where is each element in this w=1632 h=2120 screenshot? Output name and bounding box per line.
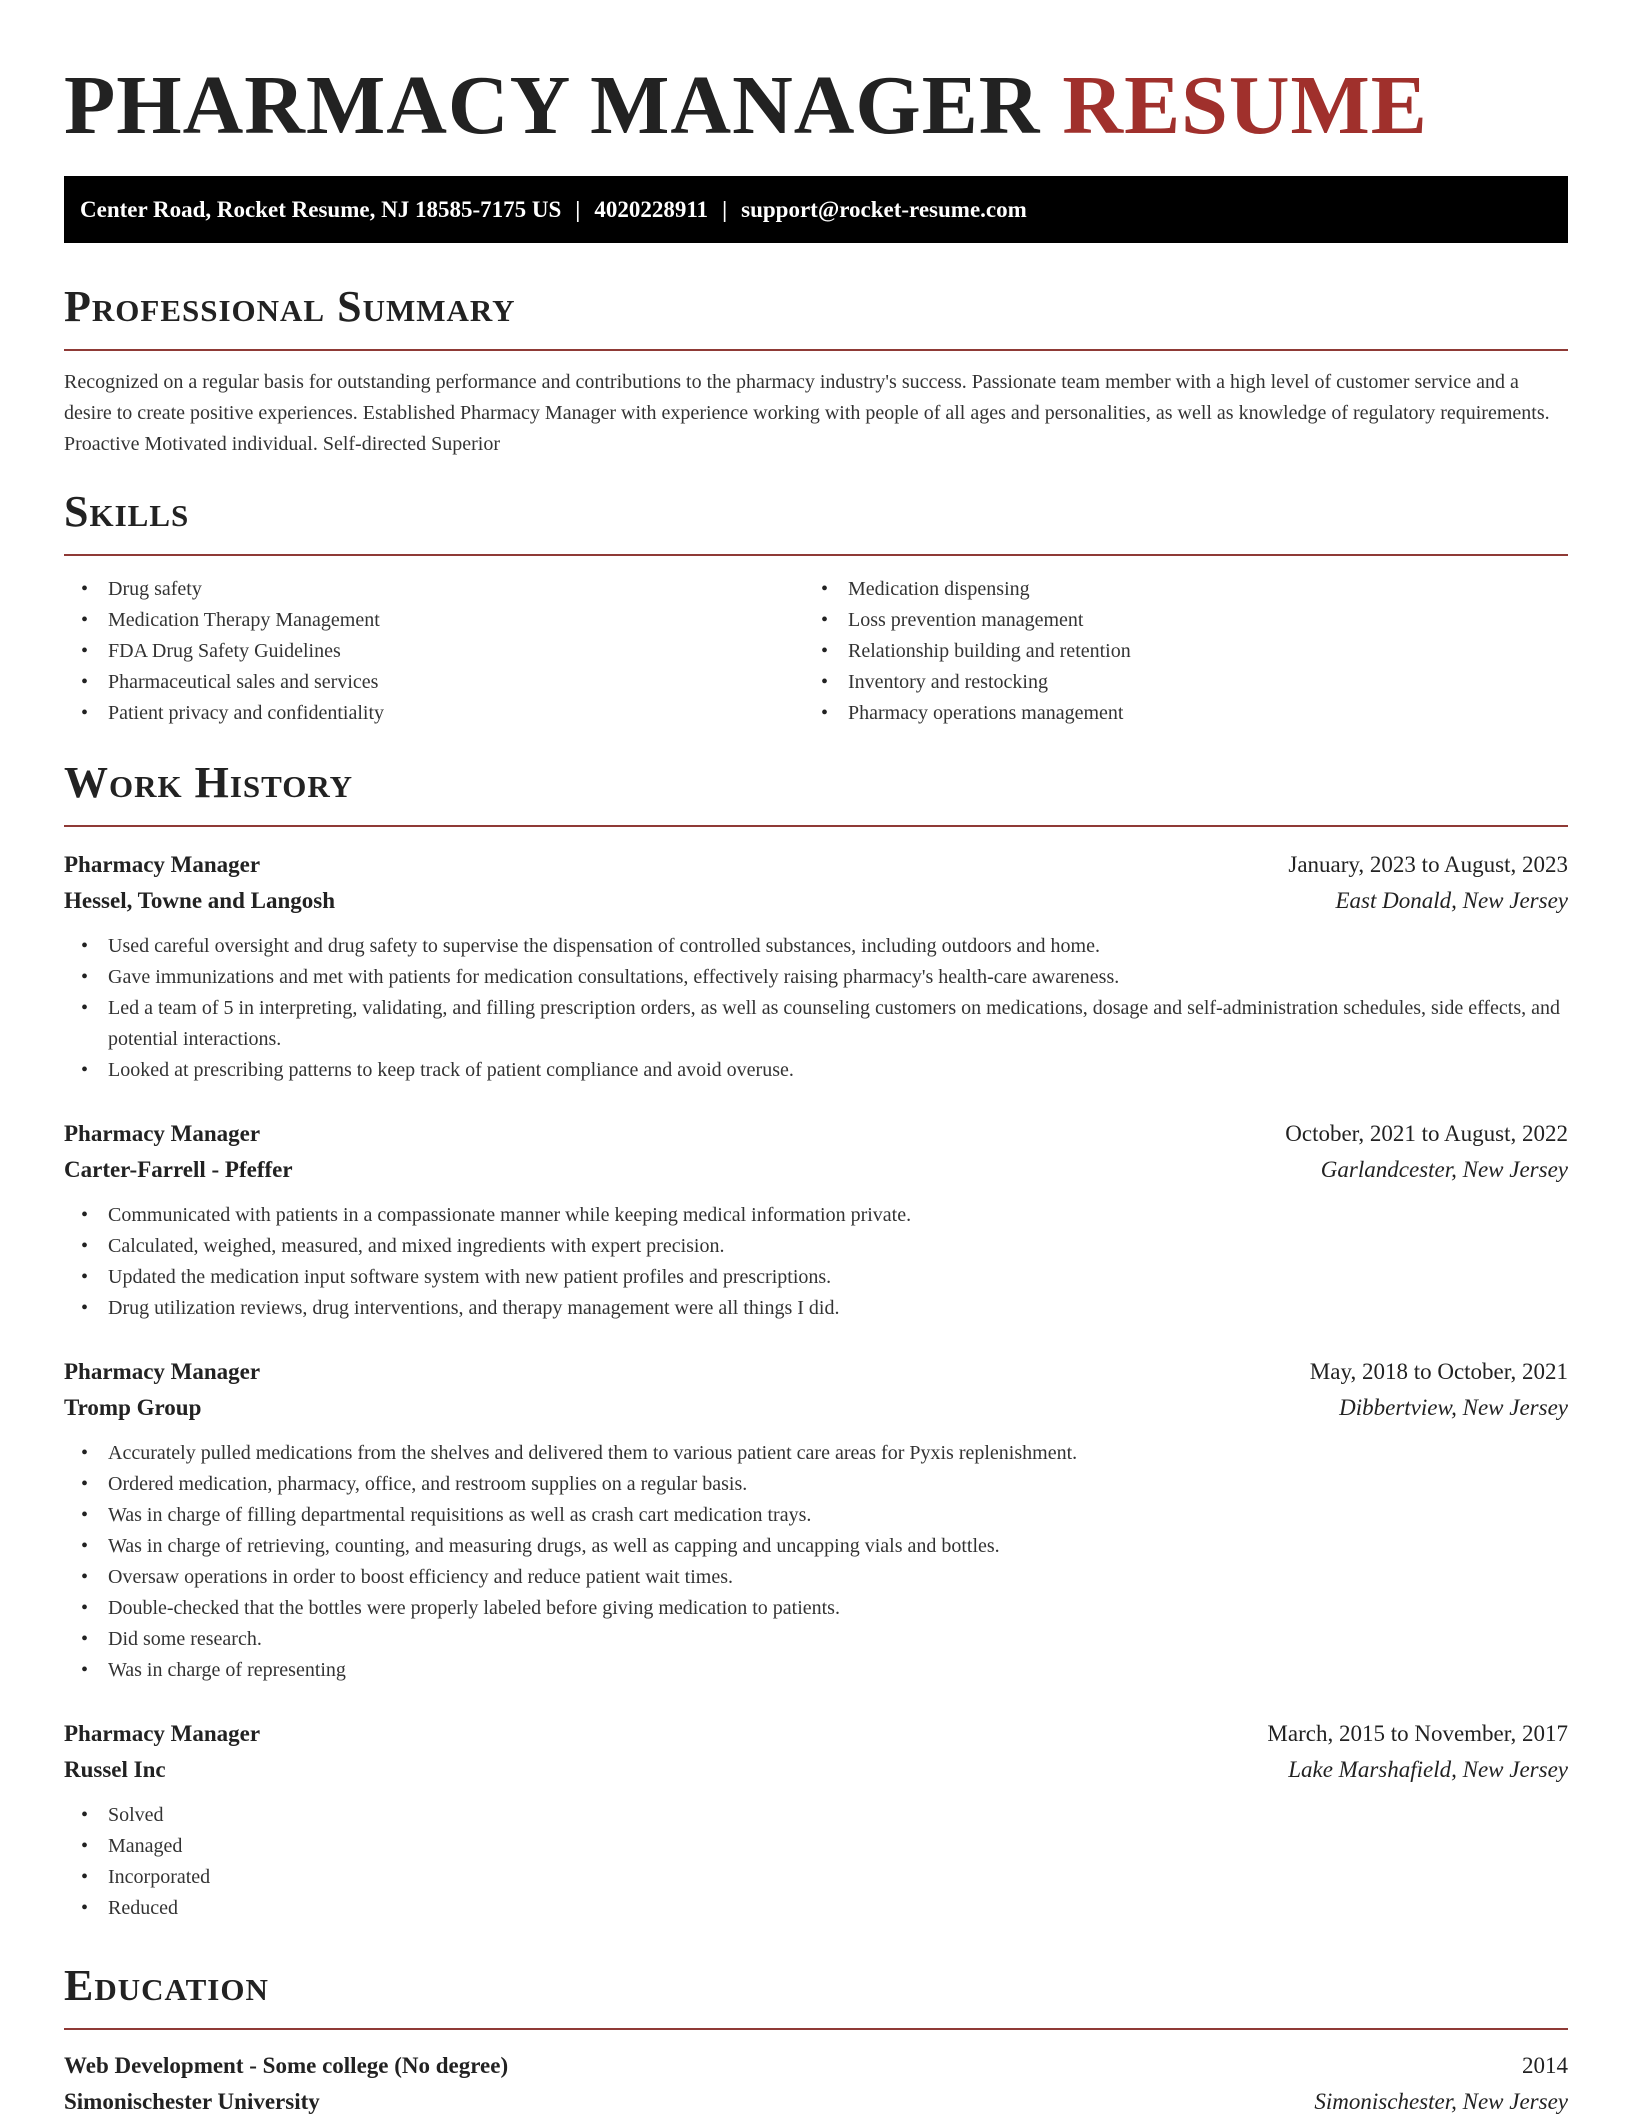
skill-item: • Medication Therapy Management: [64, 605, 804, 636]
job-company-row: [64, 1390, 1568, 1426]
job-bullet: • Ordered medication, pharmacy, office, and restroom supplies on a regular basis.: [64, 1469, 1568, 1500]
education-year: 2014: [1522, 2053, 1568, 2078]
job-bullet: • Gave immunizations and met with patients for medication consultations, effectively raising pharmacy's health-care awareness.: [64, 962, 1568, 993]
job-bullet: • Incorporated: [64, 1862, 1568, 1893]
job-dates: May, 2018 to October, 2021: [1309, 1359, 1568, 1384]
resume-title: [64, 58, 1568, 154]
job-location: Dibbertview, New Jersey: [1339, 1395, 1568, 1420]
job-header-row: [64, 1354, 1568, 1390]
job-dates: January, 2023 to August, 2023: [1288, 852, 1568, 877]
job-bullets: [64, 931, 1568, 1086]
work-history-section: [64, 755, 1568, 1924]
job-bullet: • Oversaw operations in order to boost efficiency and reduce patient wait times.: [64, 1562, 1568, 1593]
skill-item: • Relationship building and retention: [804, 636, 1544, 667]
job-bullet: • Was in charge of filling departmental requisitions as well as crash cart medication trays.: [64, 1500, 1568, 1531]
skill-item: • Inventory and restocking: [804, 667, 1544, 698]
contact-email[interactable]: support@rocket-resume.com: [741, 197, 1027, 222]
skill-item: • Medication dispensing: [804, 574, 1544, 605]
job-entry: [64, 1716, 1568, 1924]
job-bullet: • Accurately pulled medications from the shelves and delivered them to various patient care areas for Pyxis replenishment.: [64, 1438, 1568, 1469]
job-company: Hessel, Towne and Langosh: [64, 888, 335, 913]
job-bullet: • Communicated with patients in a compassionate manner while keeping medical information private.: [64, 1200, 1568, 1231]
skill-item: • Loss prevention management: [804, 605, 1544, 636]
education-school-row: [64, 2084, 1568, 2120]
job-title: Pharmacy Manager: [64, 1121, 261, 1146]
resume-page: [64, 0, 1568, 2120]
job-bullet: • Used careful oversight and drug safety to supervise the dispensation of controlled substances, including outdoors and home.: [64, 931, 1568, 962]
job-dates: March, 2015 to November, 2017: [1267, 1721, 1568, 1746]
education-header-row: [64, 2048, 1568, 2084]
skills-section: [64, 484, 1568, 729]
job-company-row: [64, 1752, 1568, 1788]
work-history-heading: Work History: [64, 758, 354, 807]
job-title: Pharmacy Manager: [64, 1721, 261, 1746]
summary-heading: Professional Summary: [64, 282, 516, 331]
skills-list-left: [64, 574, 804, 729]
contact-address: Center Road, Rocket Resume, NJ 18585-7175 US: [80, 197, 562, 222]
job-bullet: • Looked at prescribing patterns to keep track of patient compliance and avoid overuse.: [64, 1055, 1568, 1086]
job-entry: [64, 847, 1568, 1086]
skills-grid: [64, 574, 1568, 729]
summary-text: Recognized on a regular basis for outstanding performance and contributions to the pharmacy industry's success. Passionate team member with a high level of customer service and a desire to create positive experiences. Established Pharmacy Manager with experience working with people of all ages and personalities, as well as knowledge of regulatory requirements. Proactive Motivated individual. Self-directed Superior: [64, 371, 1550, 455]
job-company-row: [64, 1152, 1568, 1188]
contact-separator: |: [575, 197, 581, 222]
section-divider: [64, 349, 1568, 351]
job-location: Garlandcester, New Jersey: [1320, 1157, 1568, 1182]
job-bullet: • Solved: [64, 1800, 1568, 1831]
job-location: East Donald, New Jersey: [1335, 888, 1568, 913]
education-location: Simonischester, New Jersey: [1314, 2089, 1568, 2114]
job-bullets: [64, 1200, 1568, 1324]
job-entry: [64, 1354, 1568, 1686]
skill-item: • Patient privacy and confidentiality: [64, 698, 804, 729]
job-bullet: • Was in charge of representing: [64, 1655, 1568, 1686]
skill-item: • Drug safety: [64, 574, 804, 605]
job-company-row: [64, 883, 1568, 919]
job-header-row: [64, 1116, 1568, 1152]
job-title: Pharmacy Manager: [64, 852, 261, 877]
education-entry: [64, 2048, 1568, 2120]
title-main: PHARMACY MANAGER: [64, 59, 1041, 152]
section-divider: [64, 2028, 1568, 2030]
job-bullet: • Did some research.: [64, 1624, 1568, 1655]
job-bullet: • Was in charge of retrieving, counting, and measuring drugs, as well as capping and uncapping vials and bottles.: [64, 1531, 1568, 1562]
job-dates: October, 2021 to August, 2022: [1285, 1121, 1568, 1146]
job-bullet: • Reduced: [64, 1893, 1568, 1924]
job-entry: [64, 1116, 1568, 1324]
education-degree: Web Development - Some college (No degree): [64, 2053, 509, 2078]
skill-item: • Pharmacy operations management: [804, 698, 1544, 729]
contact-bar: [64, 176, 1568, 243]
job-title: Pharmacy Manager: [64, 1359, 261, 1384]
skills-list-right: [804, 574, 1544, 729]
job-header-row: [64, 847, 1568, 883]
title-accent: RESUME: [1062, 59, 1428, 152]
section-divider: [64, 825, 1568, 827]
job-bullets: [64, 1438, 1568, 1686]
education-section: [64, 1958, 1568, 2120]
summary-section: [64, 279, 1568, 460]
job-bullet: • Updated the medication input software system with new patient profiles and prescriptions.: [64, 1262, 1568, 1293]
job-company: Tromp Group: [64, 1395, 202, 1420]
job-bullets: [64, 1800, 1568, 1924]
education-heading: Education: [64, 1961, 269, 2010]
job-bullet: • Managed: [64, 1831, 1568, 1862]
education-school: Simonischester University: [64, 2089, 320, 2114]
contact-phone: 4020228911: [594, 197, 709, 222]
job-company: Russel Inc: [64, 1757, 166, 1782]
skill-item: • FDA Drug Safety Guidelines: [64, 636, 804, 667]
job-bullet: • Led a team of 5 in interpreting, validating, and filling prescription orders, as well as counseling customers on medications, dosage and self-administration schedules, side effects, and potential interactions.: [64, 993, 1568, 1055]
job-bullet: • Double-checked that the bottles were properly labeled before giving medication to patients.: [64, 1593, 1568, 1624]
contact-separator: |: [722, 197, 728, 222]
job-location: Lake Marshafield, New Jersey: [1288, 1757, 1568, 1782]
section-divider: [64, 554, 1568, 556]
skills-heading: Skills: [64, 487, 190, 536]
job-header-row: [64, 1716, 1568, 1752]
skill-item: • Pharmaceutical sales and services: [64, 667, 804, 698]
job-bullet: • Drug utilization reviews, drug interventions, and therapy management were all things I did.: [64, 1293, 1568, 1324]
job-company: Carter-Farrell - Pfeffer: [64, 1157, 293, 1182]
job-bullet: • Calculated, weighed, measured, and mixed ingredients with expert precision.: [64, 1231, 1568, 1262]
